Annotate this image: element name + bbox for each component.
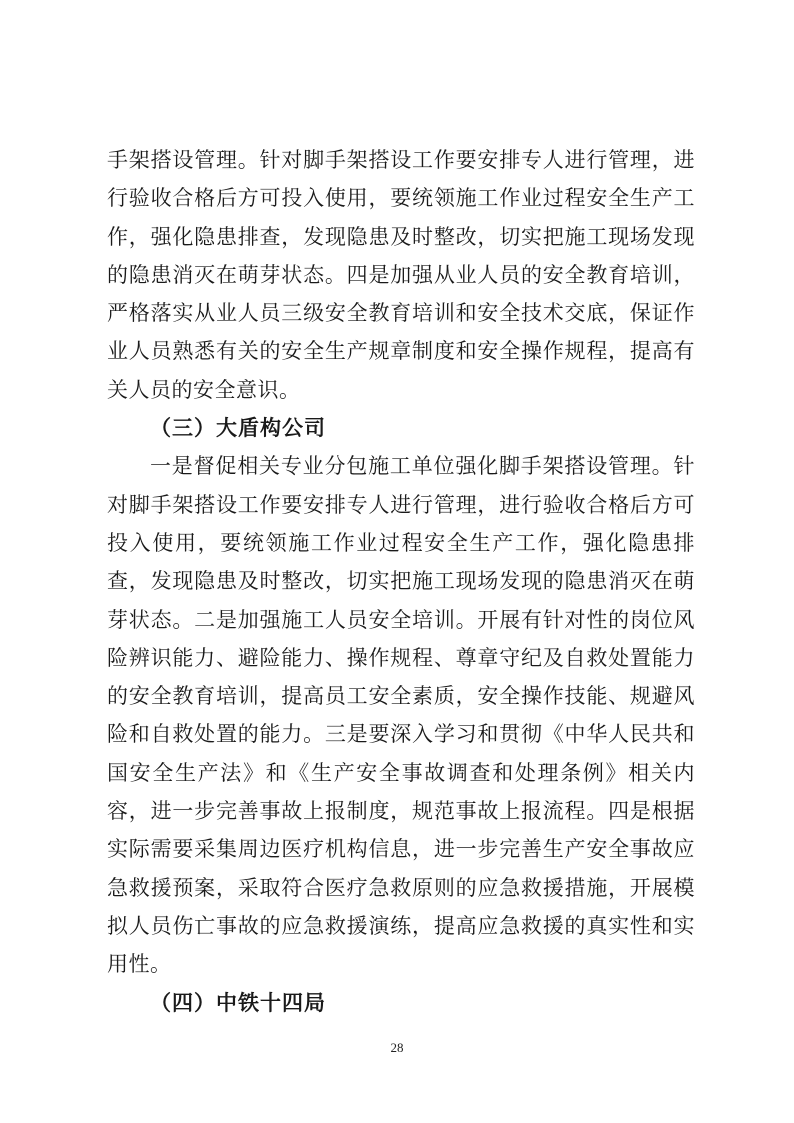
paragraph-continued-safety-measures: 手架搭设管理。针对脚手架搭设工作要安排专人进行管理，进行验收合格后方可投入使用，要统领施工作业过程安全生产工作，强化隐患排查，发现隐患及时整改，切实把施工现场发现的隐患消灭在萌芽状态。四是加强从业人员的安全教育培训，严格落实从业人员三级安全教育培训和安全技术交底，保证作业人员熟悉有关的安全生产规章制度和安全操作规程，提高有关人员的安全意识。	[107, 148, 695, 402]
page-body	[107, 141, 695, 1022]
section-heading-zhongtie-14: （四）中铁十四局	[150, 990, 326, 1015]
paragraph-da-dun-gou-measures: 一是督促相关专业分包施工单位强化脚手架搭设管理。针对脚手架搭设工作要安排专人进行管理，进行验收合格后方可投入使用，要统领施工作业过程安全生产工作，强化隐患排查，发现隐患及时整改，切实把施工现场发现的隐患消灭在萌芽状态。二是加强施工人员安全培训。开展有针对性的岗位风险辨识能力、避险能力、操作规程、尊章守纪及自救处置能力的安全教育培训，提高员工安全素质，安全操作技能、规避风险和自救处置的能力。三是要深入学习和贯彻《中华人民共和国安全生产法》和《生产安全事故调查和处理条例》相关内容，进一步完善事故上报制度，规范事故上报流程。四是根据实际需要采集周边医疗机构信息，进一步完善生产安全事故应急救援预案，采取符合医疗急救原则的应急救援措施，开展模拟人员伤亡事故的应急救援演练，提高应急救援的真实性和实用性。	[107, 454, 695, 977]
page-number: 28	[390, 1040, 404, 1055]
section-heading-da-dun-gou: （三）大盾构公司	[150, 416, 326, 441]
